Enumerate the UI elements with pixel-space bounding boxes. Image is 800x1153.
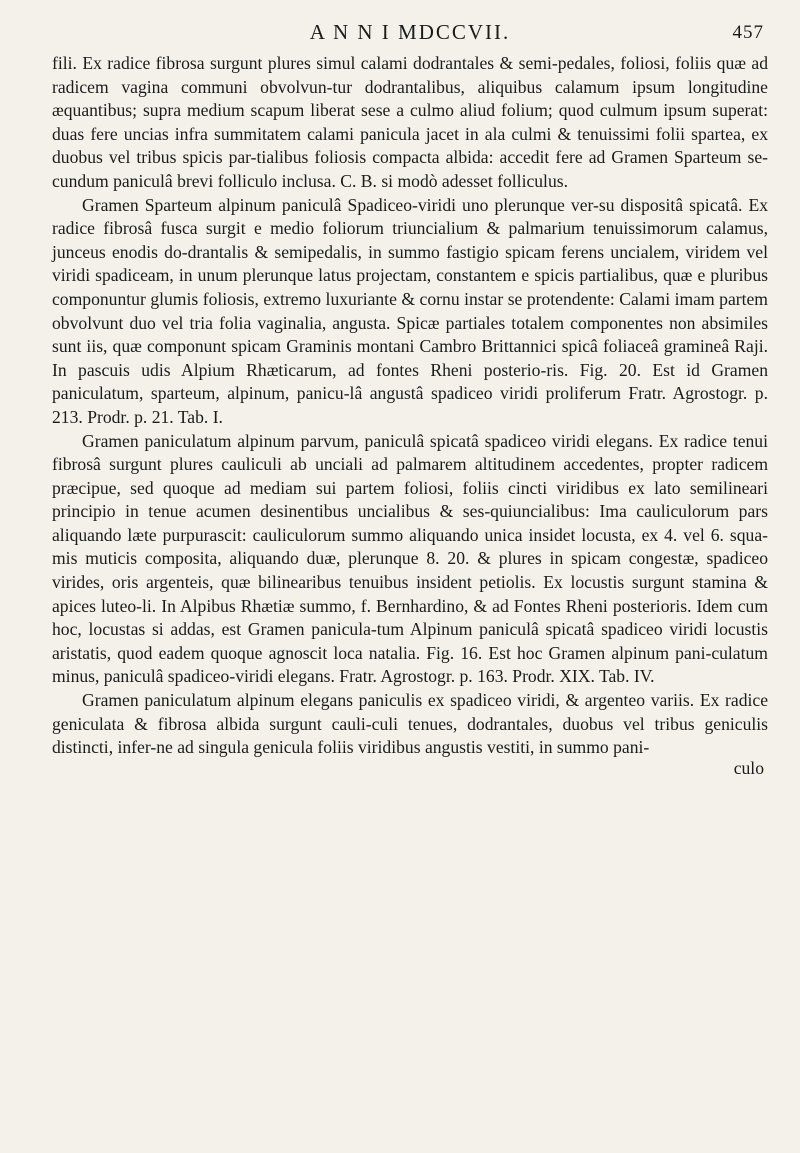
body-text	[52, 52, 768, 760]
page-number: 457	[732, 22, 764, 43]
page-header	[52, 14, 768, 52]
paragraph-continued: fili. Ex radice fibrosa surgunt plures simul calami dodrantales & semi-pedales, foliosi, foliis quæ ad radicem vagina communi obvolvun-tur dodrantalibus, aliquibus calamum ipsum longitudine æquantibus; supra medium scapum liberat sese a culmo aliud folium; quod culmum ipsum superat: duas fere uncias infra summitatem calami panicula jacet in ala culmi & tenuissimi folii spartea, ex duobus vel tribus spicis par-tialibus foliosis compacta albida: accedit fere ad Gramen Sparteum se-cundum paniculâ brevi folliculo inclusa. C. B. si modò adesset folliculus.	[52, 53, 768, 191]
paragraph-gramen-paniculatum-parvum: Gramen paniculatum alpinum parvum, paniculâ spicatâ spadiceo viridi elegans. Ex radice tenui fibrosâ surgunt plures cauliculi ab unciali ad palmarem altitudinem accedentes, propter radicem præcipue, sed quoque ad mediam sui partem foliosi, foliis cincti viridibus ex lato semilineari principio in tenue acumen desinentibus uncialibus & ses-quiuncialibus: Ima cauliculorum pars aliquando læte purpurascit: cauliculorum summo aliquando unica insidet locusta, ex 4. vel 6. squa-mis muticis composita, aliquando duæ, plerunque 8. 20. & plures in spicam congestæ, spadiceo virides, oris argenteis, quæ bilinearibus tenuibus insident petiolis. Ex locustis surgunt stamina & apices luteo-li. In Alpibus Rhætiæ summo, f. Bernhardino, & ad Fontes Rheni posterioris. Idem cum hoc, locustas si addas, est Gramen panicula-tum Alpinum paniculâ spicatâ spadiceo viridi locustis aristatis, quod eadem quoque agnoscit loca natalia. Fig. 16. Est hoc Gramen alpinum pani-culatum minus, paniculâ spadiceo-viridi elegans. Fratr. Agrostogr. p. 163. Prodr. XIX. Tab. IV.	[52, 430, 768, 687]
paragraph-gramen-sparteum-alpinum: Gramen Sparteum alpinum paniculâ Spadiceo-viridi uno plerunque ver-su dispositâ spicatâ. Ex radice fibrosâ fusca surgit e medio foliorum triuncialium & palmarium tenuissimorum calamus, junceus enodis do-drantalis & semipedalis, in summo fastigio spicam ferens uncialem, viridem vel viridi spadiceam, in unum plerunque latus projectam, constantem e spicis partialibus, quæ e pluribus componuntur glumis foliosis, extremo luxuriante & cornu instar se protendente: Calami imam partem obvolvunt duo vel tria folia vaginalia, angusta. Spicæ partiales totalem componentes non absimiles sunt iis, quæ componunt spicam Graminis montani Cambro Brittannici spicâ foliaceâ gramineâ Raji. In pascuis udis Alpium Rhæticarum, ad fontes Rheni posterio-ris. Fig. 20. Est id Gramen paniculatum, sparteum, alpinum, panicu-lâ angustâ spadiceo viridi proliferum Fratr. Agrostogr. p. 213. Prodr. p. 21. Tab. I.	[52, 194, 768, 427]
running-head: A N N I MDCCVII.	[309, 20, 511, 44]
paragraph-gramen-paniculatum-elegans: Gramen paniculatum alpinum elegans paniculis ex spadiceo viridi, & argenteo variis. Ex radice geniculata & fibrosa albida surgunt cauli-culi tenues, dodrantales, duobus vel tribus geniculis distincti, infer-ne ad singula genicula foliis viridibus angustis vestiti, in summo pani-	[52, 690, 768, 758]
catchword: culo	[733, 757, 764, 778]
